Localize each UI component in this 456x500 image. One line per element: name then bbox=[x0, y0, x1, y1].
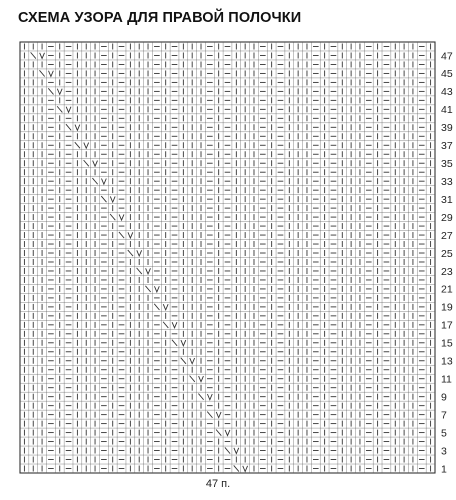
row-number-label: 1 bbox=[441, 463, 447, 476]
k2tog-stitch bbox=[110, 214, 115, 220]
row-number-label: 7 bbox=[441, 409, 447, 422]
row-number-label: 45 bbox=[441, 68, 453, 81]
stitch-count-label: 47 п. bbox=[205, 478, 231, 490]
k2tog-stitch bbox=[145, 286, 150, 292]
row-number-label: 29 bbox=[441, 211, 453, 224]
row-number-label: 37 bbox=[441, 140, 453, 153]
yarn-over-stitch bbox=[243, 466, 248, 472]
yarn-over-stitch bbox=[190, 358, 195, 364]
yarn-over-stitch bbox=[172, 322, 177, 328]
k2tog-stitch bbox=[137, 268, 142, 274]
row-number-label: 39 bbox=[441, 122, 453, 135]
yarn-over-stitch bbox=[137, 250, 142, 256]
k2tog-stitch bbox=[172, 340, 177, 346]
k2tog-stitch bbox=[198, 394, 203, 400]
yarn-over-stitch bbox=[57, 89, 62, 95]
yarn-over-stitch bbox=[101, 178, 106, 184]
yarn-over-stitch bbox=[110, 196, 115, 202]
k2tog-stitch bbox=[234, 465, 239, 471]
k2tog-stitch bbox=[119, 232, 124, 238]
k2tog-stitch bbox=[57, 106, 62, 112]
yarn-over-stitch bbox=[181, 340, 186, 346]
row-number-label: 41 bbox=[441, 104, 453, 117]
k2tog-stitch bbox=[163, 322, 168, 328]
yarn-over-stitch bbox=[216, 412, 221, 418]
yarn-over-stitch bbox=[93, 161, 98, 167]
k2tog-stitch bbox=[48, 88, 53, 94]
yarn-over-stitch bbox=[207, 394, 212, 400]
k2tog-stitch bbox=[128, 250, 133, 256]
yarn-over-stitch bbox=[48, 71, 53, 77]
yarn-over-stitch bbox=[84, 143, 89, 149]
yarn-over-stitch bbox=[75, 125, 80, 131]
row-number-label: 25 bbox=[441, 247, 453, 260]
yarn-over-stitch bbox=[163, 304, 168, 310]
yarn-over-stitch bbox=[146, 268, 151, 274]
chart-grid bbox=[20, 42, 435, 473]
yarn-over-stitch bbox=[225, 430, 230, 436]
row-number-label: 17 bbox=[441, 319, 453, 332]
row-number-label: 31 bbox=[441, 193, 453, 206]
row-number-label: 43 bbox=[441, 86, 453, 99]
row-number-labels bbox=[441, 50, 453, 475]
row-number-label: 35 bbox=[441, 158, 453, 171]
k2tog-stitch bbox=[216, 430, 221, 436]
row-number-label: 47 bbox=[441, 50, 453, 63]
row-number-label: 11 bbox=[441, 373, 452, 386]
k2tog-stitch bbox=[225, 447, 230, 453]
k2tog-stitch bbox=[75, 142, 80, 148]
yarn-over-stitch bbox=[66, 107, 71, 113]
row-number-label: 27 bbox=[441, 229, 453, 242]
k2tog-stitch bbox=[181, 358, 186, 364]
k2tog-stitch bbox=[101, 196, 106, 202]
k2tog-stitch bbox=[84, 160, 89, 166]
chart-title: СХЕМА УЗОРА ДЛЯ ПРАВОЙ ПОЛОЧКИ bbox=[18, 10, 302, 26]
row-number-label: 33 bbox=[441, 175, 453, 188]
row-number-label: 19 bbox=[441, 301, 453, 314]
yarn-over-stitch bbox=[119, 214, 124, 220]
yarn-over-stitch bbox=[40, 53, 45, 59]
k2tog-stitch bbox=[190, 376, 195, 382]
yarn-over-stitch bbox=[128, 232, 133, 238]
row-number-label: 13 bbox=[441, 355, 453, 368]
row-number-label: 21 bbox=[441, 283, 453, 296]
k2tog-stitch bbox=[66, 124, 71, 130]
k2tog-stitch bbox=[31, 52, 36, 58]
k2tog-stitch bbox=[154, 304, 159, 310]
row-number-label: 23 bbox=[441, 265, 453, 278]
row-number-label: 9 bbox=[441, 391, 447, 404]
k2tog-stitch bbox=[39, 70, 44, 76]
yarn-over-stitch bbox=[234, 448, 239, 454]
k2tog-stitch bbox=[92, 178, 97, 184]
row-number-label: 3 bbox=[441, 445, 447, 458]
row-number-label: 15 bbox=[441, 337, 453, 350]
row-number-label: 5 bbox=[441, 427, 447, 440]
yarn-over-stitch bbox=[154, 286, 159, 292]
k2tog-stitch bbox=[207, 412, 212, 418]
yarn-over-stitch bbox=[199, 376, 204, 382]
